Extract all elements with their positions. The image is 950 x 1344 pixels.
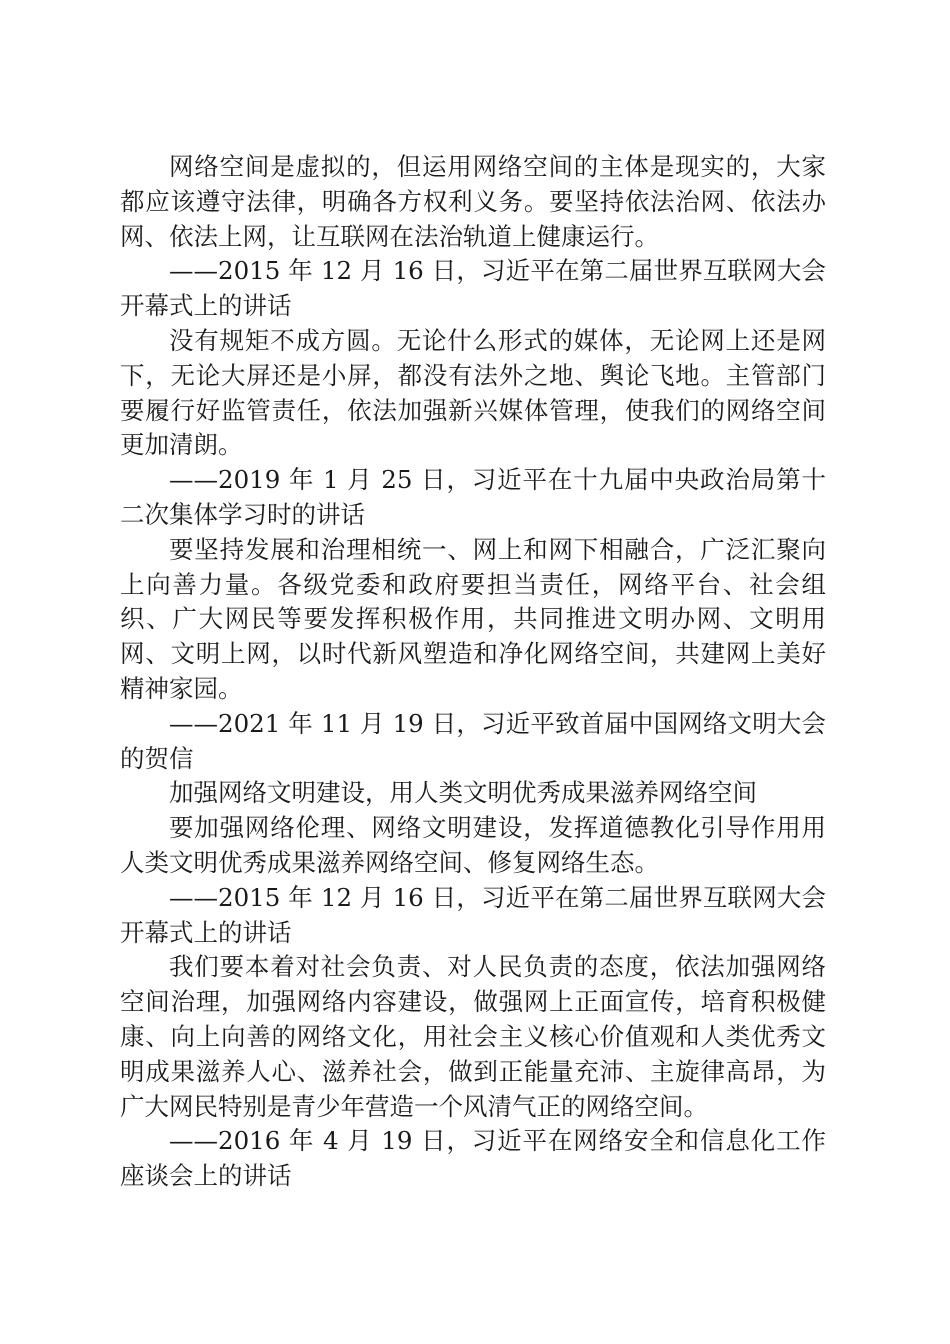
quote-source: ——2021 年 11 月 19 日，习近平致首届中国网络文明大会的贺信: [120, 708, 826, 773]
document-body: [120, 150, 826, 1194]
body-paragraph: 网络空间是虚拟的，但运用网络空间的主体是现实的，大家都应该遵守法律，明确各方权利义务。要坚持依法治网、依法办网、依法上网，让互联网在法治轨道上健康运行。: [120, 152, 826, 251]
section-heading: 加强网络文明建设，用人类文明优秀成果滋养网络空间: [169, 778, 757, 808]
body-paragraph: 我们要本着对社会负责、对人民负责的态度，依法加强网络空间治理，加强网络内容建设，做强网上正面宣传，培育积极健康、向上向善的网络文化，用社会主义核心价值观和人类优秀文明成果滋养人心、滋养社会，做到正能量充沛、主旋律高昂，为广大网民特别是青少年营造一个风清气正的网络空间。: [120, 952, 826, 1121]
body-paragraph: 要坚持发展和治理相统一、网上和网下相融合，广泛汇聚向上向善力量。各级党委和政府要担当责任，网络平台、社会组织、广大网民等要发挥积极作用，共同推进文明办网、文明用网、文明上网，以时代新风塑造和净化网络空间，共建网上美好精神家园。: [120, 534, 826, 703]
body-paragraph: 没有规矩不成方圆。无论什么形式的媒体，无论网上还是网下，无论大屏还是小屏，都没有法外之地、舆论飞地。主管部门要履行好监管责任，依法加强新兴媒体管理，使我们的网络空间更加清朗。: [120, 325, 826, 460]
quote-source: ——2019 年 1 月 25 日，习近平在十九届中央政治局第十二次集体学习时的讲话: [120, 465, 826, 529]
quote-source: ——2015 年 12 月 16 日，习近平在第二届世界互联网大会开幕式上的讲话: [120, 256, 826, 321]
quote-source: ——2016 年 4 月 19 日，习近平在网络安全和信息化工作座谈会上的讲话: [120, 1126, 826, 1191]
body-paragraph: 要加强网络伦理、网络文明建设，发挥道德教化引导作用用人类文明优秀成果滋养网络空间、修复网络生态。: [120, 813, 826, 877]
quote-source: ——2015 年 12 月 16 日，习近平在第二届世界互联网大会开幕式上的讲话: [120, 882, 826, 947]
